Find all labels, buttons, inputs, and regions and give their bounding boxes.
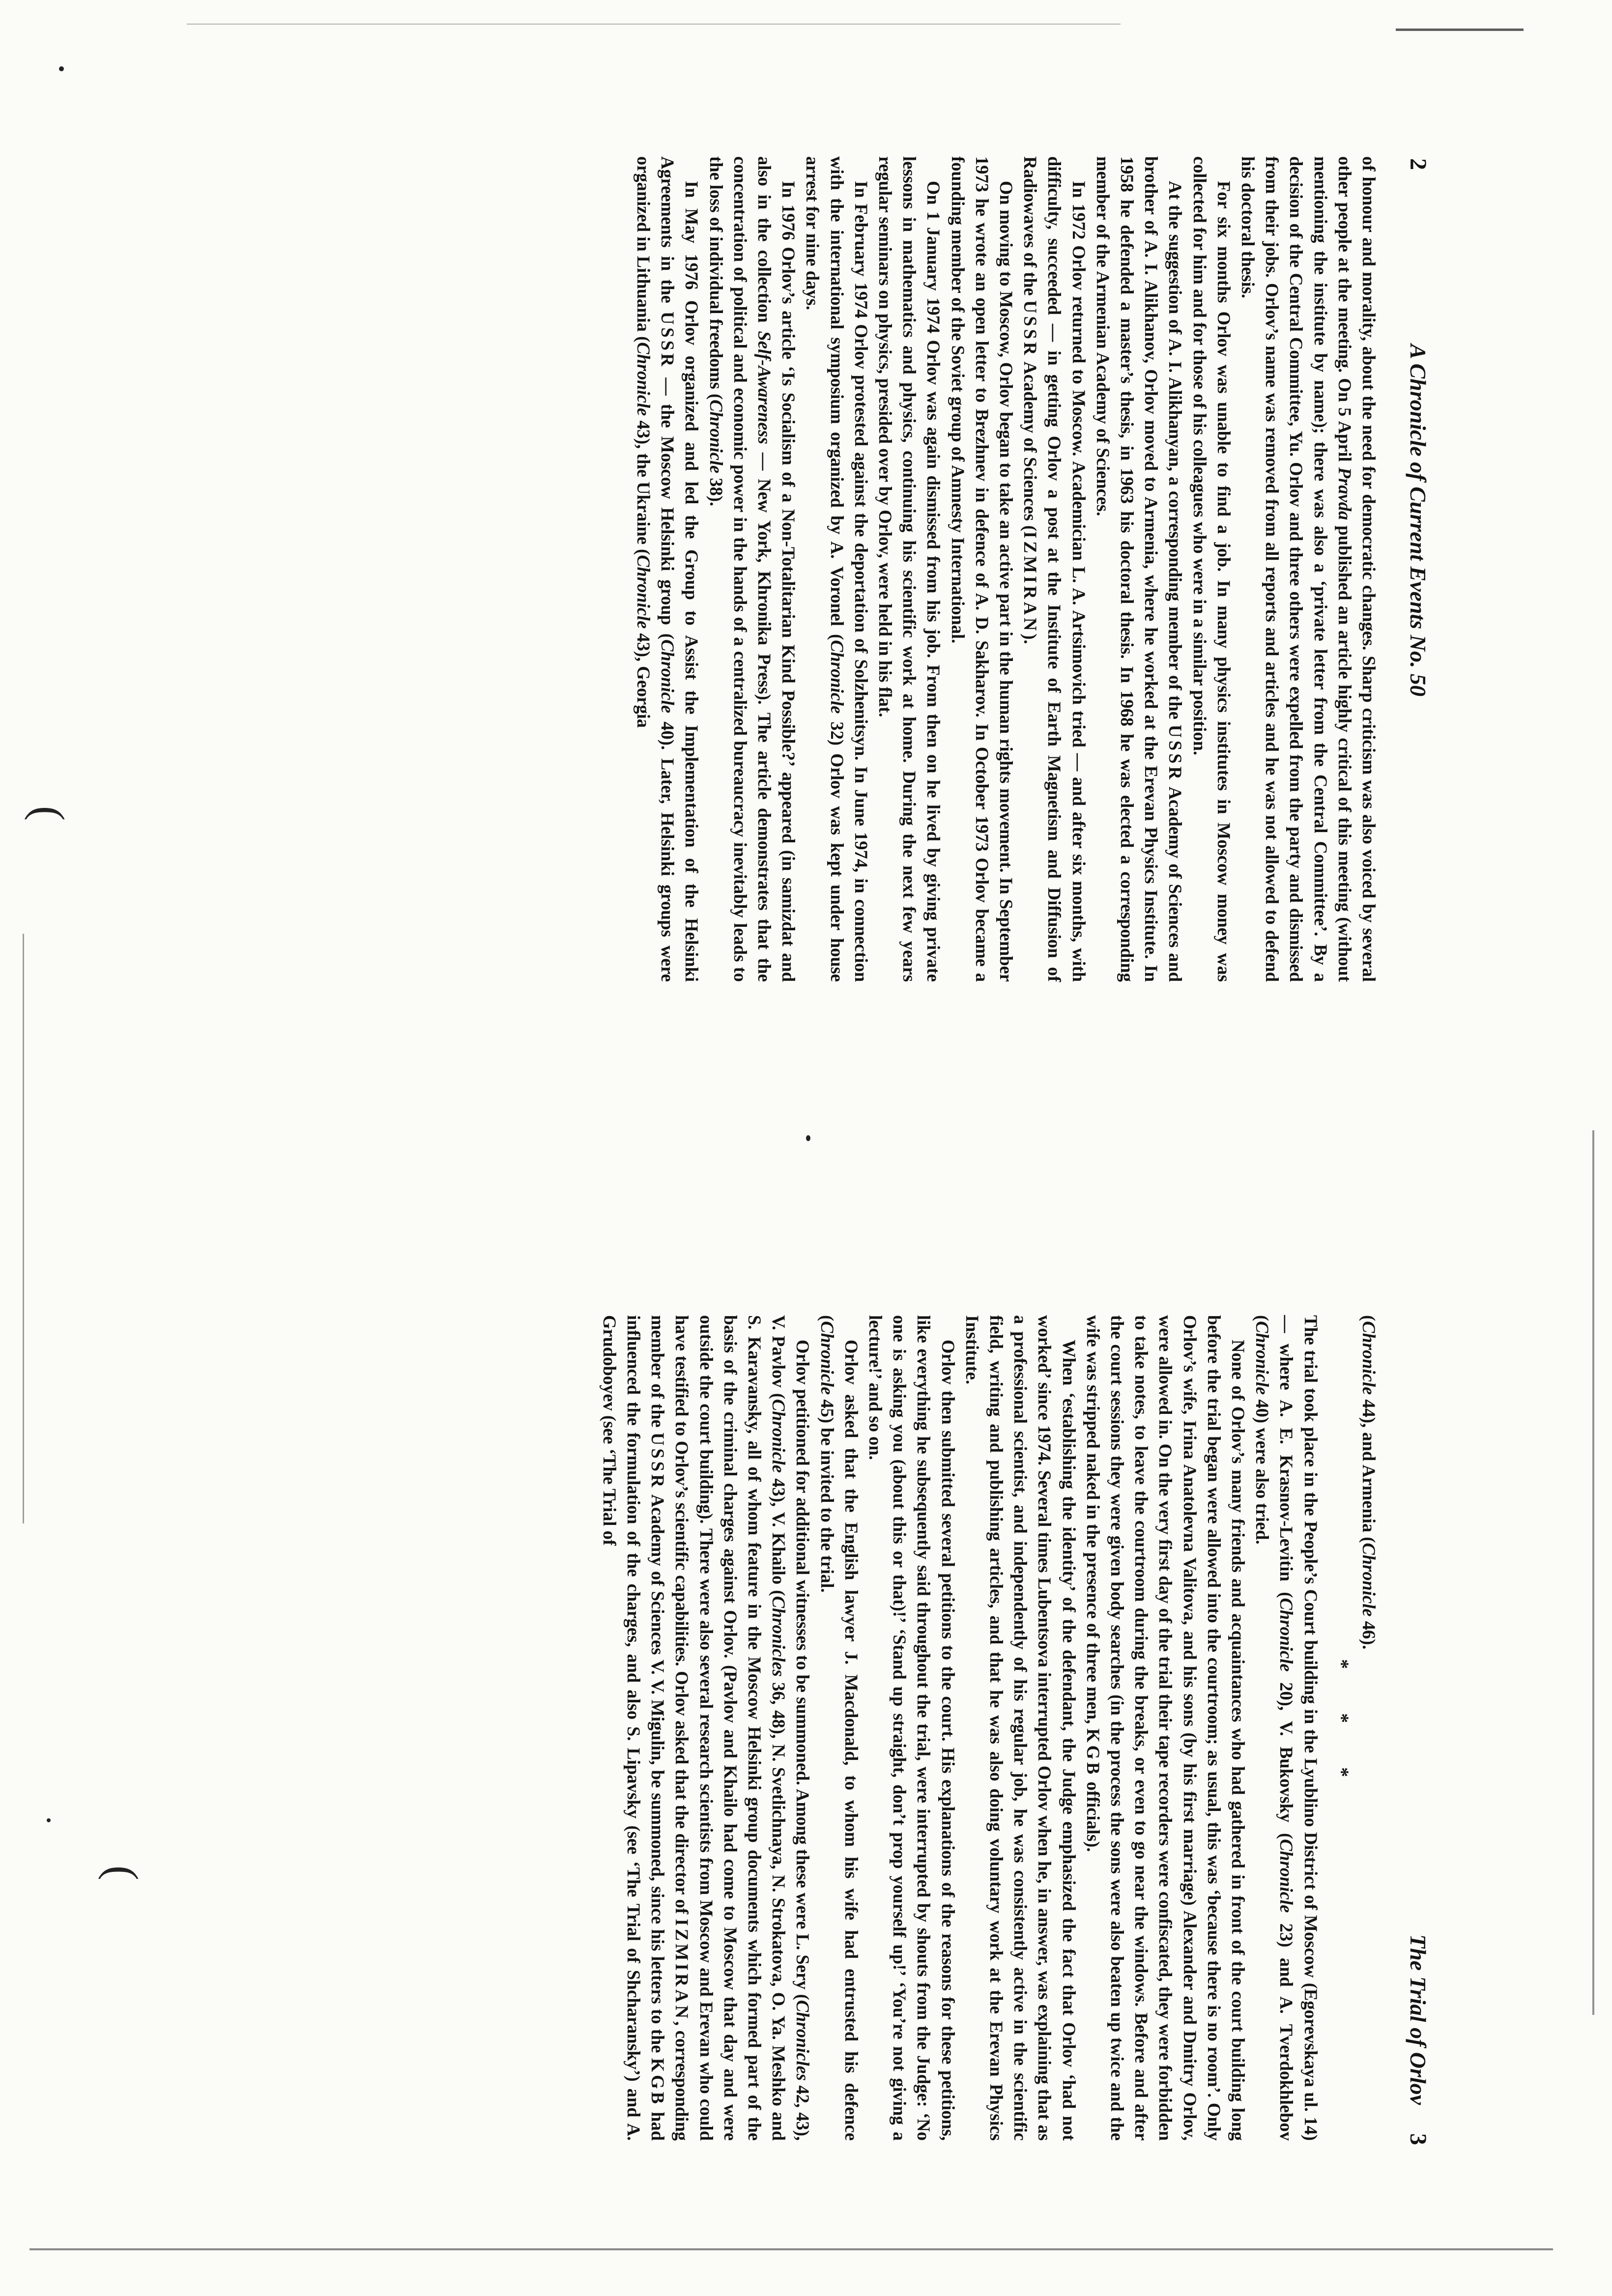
section-divider-stars: * * * xyxy=(1330,1659,1353,1797)
paragraph: In May 1976 Orlov organized and led the Group to Assist the Implementation of the Helsinki Agreements in the USSR — the Moscow Helsinki group (Chronicle 40). Later, Helsinki groups were organized in Lithuania (Chronicle 43), the Ukraine (Chronicle 43), Georgia xyxy=(633,156,702,982)
punch-hole-mark: ( xyxy=(98,1866,146,1880)
punch-hole-mark: ( xyxy=(24,806,73,821)
paragraph: (Chronicle 44), and Armenia (Chronicle 46). xyxy=(1359,1315,1379,1650)
right-page-number: 3 xyxy=(1405,2133,1431,2145)
right-body-text xyxy=(598,1315,1382,2141)
paragraph: Orlov asked that the English lawyer J. Macdonald, to whom his wife had entrusted his defence (Chronicle 45) be invited to the trial. xyxy=(817,1315,862,2141)
paragraph: The trial took place in the People’s Court building in the Lyublino District of Moscow (Egorevskaya ul. 14) — where A. E. Krasnov-Levitin (Chronicle 20), V. Bukovsky (Chronicle 23) and A. Tverdokhlebov (Chronicle 40) were also tried. xyxy=(1252,1315,1321,2141)
paragraph: At the suggestion of A. I. Alikhanyan, a corresponding member of the USSR Academy of Sciences and brother of A. I. Alikhanov, Orlov moved to Armenia, where he worked at the Erevan Physics Institute. In 1958 he defended a master’s thesis, in 1963 his doctoral thesis. In 1968 he was elected a corresponding member of the Armenian Academy of Sciences. xyxy=(1093,156,1186,982)
paragraph: Orlov then submitted several petitions to the court. His explanations of the reasons for these petitions, like everything he subsequently said throughout the trial, were interrupted by shouts from the Judge: ‘No one is asking you (about this or that)!’ ‘Stand up straight, don’t prop yourself up!’ ‘You’re not giving a lecture!’ and so on. xyxy=(865,1315,958,2141)
left-body-text xyxy=(632,156,1381,982)
left-page-number: 2 xyxy=(1405,158,1431,170)
left-running-head: A Chronicle of Current Events No. 50 xyxy=(1406,344,1431,696)
paragraph: Orlov petitioned for additional witnesses to be summoned. Among these were L. Sery (Chronicles 42, 43), V. Pavlov (Chronicle 43), V. Khailo (Chronicles 36, 48), N. Svetlichnaya, N. Strokatova, O. Ya. Meshko and S. Karavansky, all of whom feature in the Moscow Helsinki group documents which formed part of the basis of the criminal charges against Orlov. (Pavlov and Khailo had come to Moscow that day and were outside the court building). There were also several research scientists from Moscow and Erevan who could have testified to Orlov’s scientific capabilities. Orlov asked that the director of IZMIRAN, corresponding member of the USSR Academy of Sciences V. V. Migulin, be summoned, since his letters to the KGB had influenced the formulation of the charges, and also S. Lipavsky (see ‘The Trial of Shcharansky’) and A. Grudoboyev (see ‘The Trial of xyxy=(599,1315,813,2141)
paragraph: In 1972 Orlov returned to Moscow. Academician L. A. Artsimovich tried — and after six months, with difficulty, succeeded — in getting Orlov a post at the Institute of Earth Magnetism and Diffusion of Radiowaves of the USSR Academy of Sciences (IZMIRAN). xyxy=(1020,156,1089,982)
right-page xyxy=(0,1148,1612,2296)
paragraph: In February 1974 Orlov protested against the deportation of Solzhenitsyn. In June 1974, in connection with the international symposium organized by A. Voronel (Chronicle 32) Orlov was kept under house arrest for nine days. xyxy=(803,156,871,982)
paragraph: On moving to Moscow, Orlov began to take an active part in the human rights movement. In September 1973 he wrote an open letter to Brezhnev in defence of A. D. Sakharov. In October 1973 Orlov became a founding member of the Soviet group of Amnesty International. xyxy=(948,156,1016,982)
paragraph: None of Orlov’s many friends and acquaintances who had gathered in front of the court building long before the trial began were allowed into the courtroom; as usual, this was ‘because there is no room’. Only Orlov’s wife, Irina Anatolevna Valitova, and his sons (by his first marriage) Alexander and Dmitry Orlov, were allowed in. On the very first day of the trial their tape recorders were confiscated, they were forbidden to take notes, to leave the courtroom during the breaks, or even to go near the windows. Before and after the court sessions they were given body searches (in the process the sons were also beaten up twice and the wife was stripped naked in the presence of three men, KGB officials). xyxy=(1083,1315,1248,2141)
paragraph: When ‘establishing the identity’ of the defendant, the Judge emphasized the fact that Orlov ‘had not worked’ since 1974. Several times Lubentsova interrupted Orlov when he, in answer, was explaining that as a professional scientist, and independently of his regular job, he was consistently active in the scientific field, writing and publishing articles, and that he was also doing voluntary work at the Erevan Physics Institute. xyxy=(962,1315,1079,2141)
paragraph: On 1 January 1974 Orlov was again dismissed from his job. From then on he lived by giving private lessons in mathematics and physics, continuing his scientific work at home. During the next few years regular seminars on physics, presided over by Orlov, were held in his flat. xyxy=(875,156,944,982)
paragraph: In 1976 Orlov’s article ‘Is Socialism of a Non-Totalitarian Kind Possible?’ appeared (in samizdat and also in the collection Self-Awareness — New York, Khronika Press). The article demonstrates that the concentration of political and economic power in the hands of a centralized bureaucracy inevitably leads to the loss of individual freedoms (Chronicle 38). xyxy=(706,156,799,982)
paragraph: of honour and morality, about the need for democratic changes. Sharp criticism was also voiced by several other people at the meeting. On 5 April Pravda published an article highly critical of this meeting (without mentioning the institute by name); there was also a ‘private letter from the Central Committee’. By a decision of the Central Committee, Yu. Orlov and three others were expelled from the party and dismissed from their jobs. Orlov’s name was removed from all reports and articles and he was not allowed to defend his doctoral thesis. xyxy=(1238,156,1379,982)
right-running-head: The Trial of Orlov xyxy=(1406,1934,1431,2105)
paragraph: For six months Orlov was unable to find a job. In many physics institutes in Moscow money was collected for him and for those of his colleagues who were in a similar position. xyxy=(1189,156,1234,982)
